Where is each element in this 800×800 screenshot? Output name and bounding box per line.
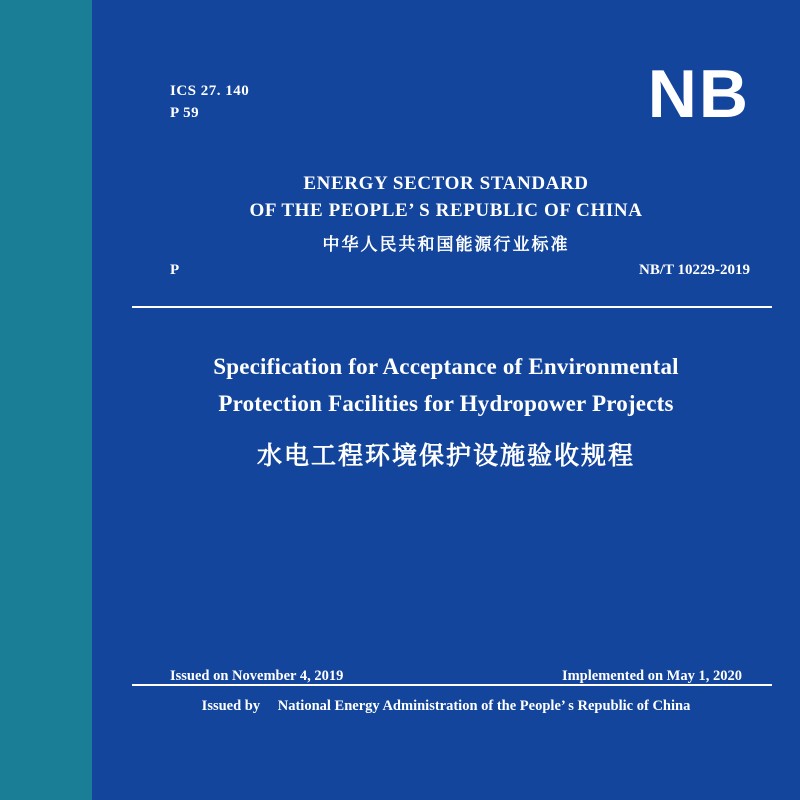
class-code: P 59	[170, 105, 200, 121]
org-name-en-line2: OF THE PEOPLE’ S REPUBLIC OF CHINA	[249, 200, 643, 221]
standard-number: NB/T 10229-2019	[639, 262, 750, 278]
org-name-en-line1: ENERGY SECTOR STANDARD	[303, 173, 589, 194]
implemented-on-date: Implemented on May 1, 2020	[561, 668, 742, 684]
divider-line-top	[132, 306, 772, 308]
title-en-line2: Protection Facilities for Hydropower Projects	[218, 391, 674, 416]
cover-panel	[92, 0, 800, 800]
standard-identification-row	[170, 262, 750, 279]
issuing-organization-block	[92, 170, 800, 260]
classification-codes	[170, 80, 249, 124]
title-block	[92, 348, 800, 476]
issued-on-date: Issued on November 4, 2019	[170, 668, 344, 684]
title-en-line1: Specification for Acceptance of Environmental	[213, 354, 679, 379]
ics-code: ICS 27. 140	[170, 83, 250, 99]
nb-logo: NB	[647, 56, 750, 132]
divider-line-bottom	[132, 684, 772, 686]
issued-by-label: Issued by	[201, 698, 261, 714]
issued-by-value: National Energy Administration of the People’ s Republic of China	[277, 698, 691, 714]
org-name-cn: 中华人民共和国能源行业标准	[322, 235, 570, 254]
title-cn: 水电工程环境保护设施验收规程	[256, 441, 635, 470]
dates-row	[170, 668, 742, 685]
category-letter: P	[170, 262, 180, 278]
book-spine-strip	[0, 0, 92, 800]
issuer-row	[92, 698, 800, 715]
